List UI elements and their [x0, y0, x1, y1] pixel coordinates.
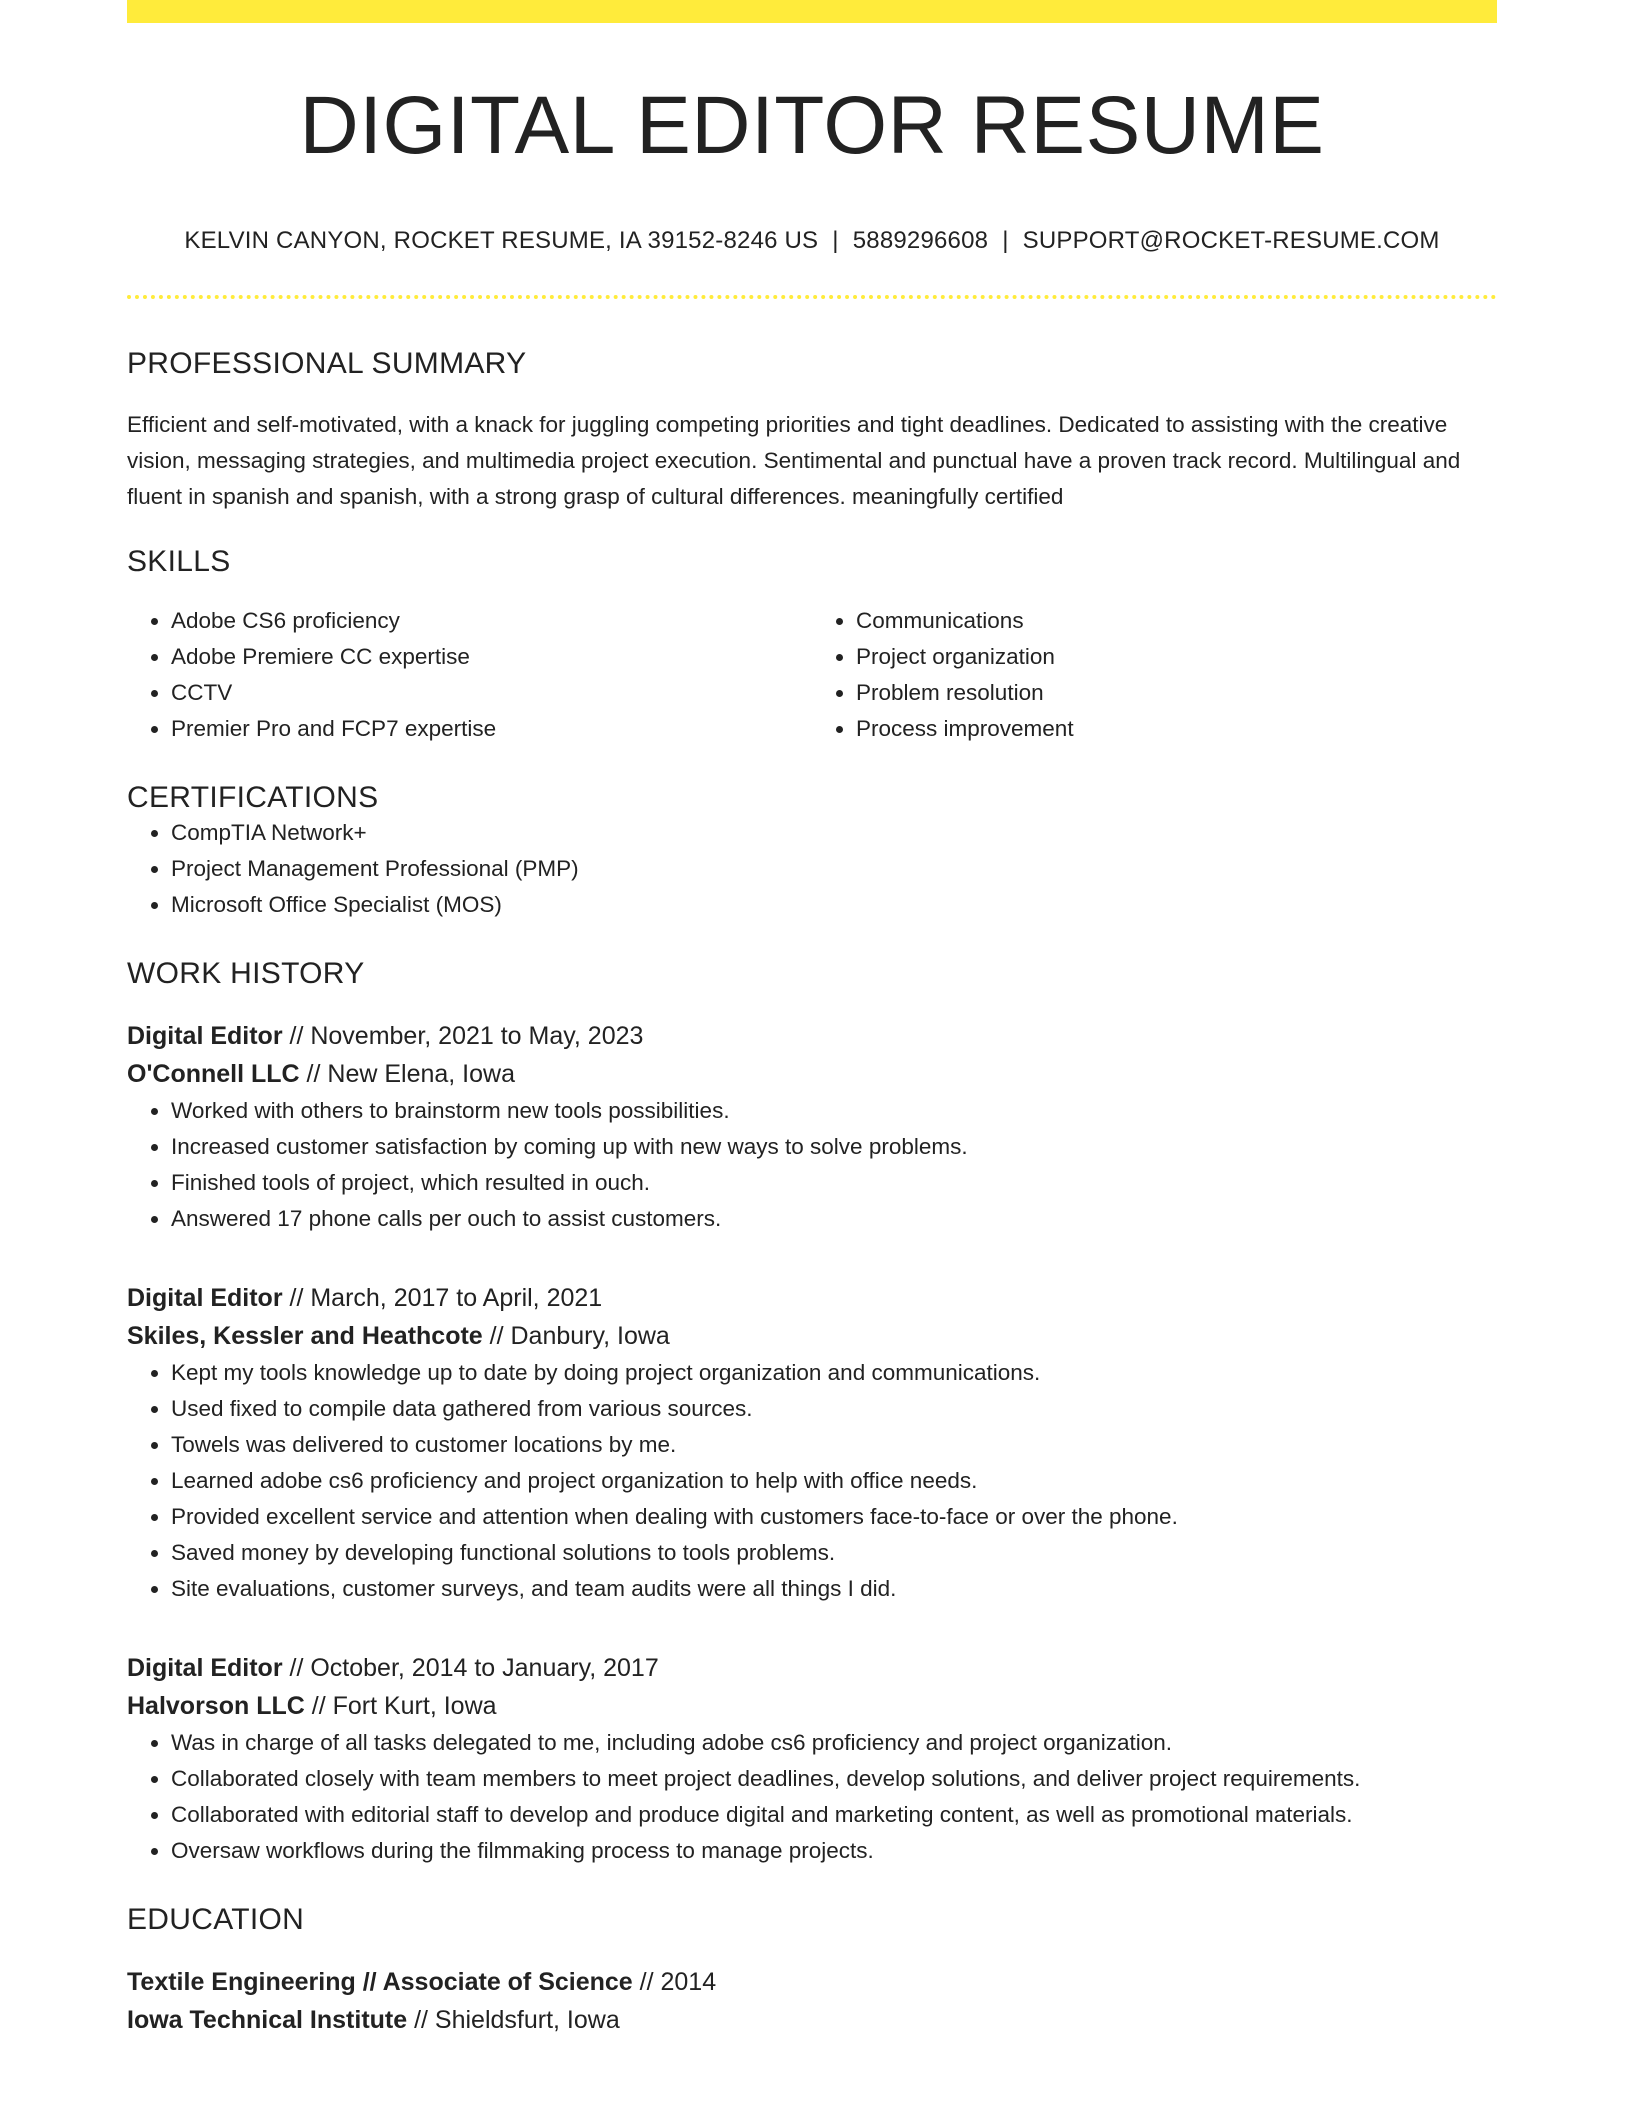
summary-text: Efficient and self-motivated, with a knack for juggling competing priorities and tight deadlines. Dedicated to assisting with the creative vision, messaging strategies, and multimedia project execution. Sentimental and punctual have a proven track record. Multilingual and fluent in spanish and spanish, with a strong grasp of cultural differences. meaningfully certified: [127, 412, 1461, 510]
education-school-line: [127, 2001, 1497, 2039]
contact-address: KELVIN CANYON, ROCKET RESUME, IA 39152-8246 US: [184, 227, 819, 255]
job-dates: // March, 2017 to April, 2021: [282, 1284, 603, 1313]
job-duty: • Saved money by developing functional solutions to tools problems.: [171, 1535, 1497, 1571]
education-location: // Shieldsfurt, Iowa: [407, 2006, 620, 2035]
education-heading: EDUCATION: [127, 1903, 305, 1937]
job-duty: • Answered 17 phone calls per ouch to assist customers.: [171, 1201, 1497, 1237]
skill-item: • Communications: [856, 603, 1497, 639]
skills-grid: [127, 603, 1497, 747]
job-title: Digital Editor: [127, 1654, 283, 1683]
education-year: // 2014: [632, 1968, 717, 1997]
skills-list-left: [127, 603, 812, 747]
job-company: Skiles, Kessler and Heathcote: [127, 1322, 483, 1351]
work-history-heading: WORK HISTORY: [127, 957, 365, 991]
job-duty: • Collaborated with editorial staff to develop and produce digital and marketing content, as well as promotional materials.: [171, 1797, 1497, 1833]
job-location: // New Elena, Iowa: [299, 1060, 515, 1089]
job-title-line: [127, 1279, 1497, 1317]
job-duty: • Towels was delivered to customer locations by me.: [171, 1427, 1497, 1463]
certifications-list: [127, 815, 1497, 923]
contact-separator: |: [1002, 227, 1009, 255]
certifications-heading: CERTIFICATIONS: [127, 781, 379, 815]
job-company-line: [127, 1317, 1497, 1355]
job-company: Halvorson LLC: [127, 1692, 305, 1721]
job-duties-list: [127, 1725, 1497, 1869]
contact-email: SUPPORT@ROCKET-RESUME.COM: [1022, 227, 1440, 255]
resume-title: DIGITAL EDITOR RESUME: [299, 80, 1325, 171]
job-entry: [127, 1649, 1497, 1869]
job-title: Digital Editor: [127, 1022, 283, 1051]
job-location: // Fort Kurt, Iowa: [304, 1692, 497, 1721]
job-duty: • Provided excellent service and attention when dealing with customers face-to-face or over the phone.: [171, 1499, 1497, 1535]
job-duty: • Oversaw workflows during the filmmaking process to manage projects.: [171, 1833, 1497, 1869]
job-duties-list: [127, 1355, 1497, 1607]
education-entry: [127, 1963, 1497, 2039]
job-dates: // November, 2021 to May, 2023: [282, 1022, 644, 1051]
skill-item: • Process improvement: [856, 711, 1497, 747]
contact-line: [127, 227, 1497, 255]
accent-top-bar: [127, 0, 1497, 23]
job-entry: [127, 1279, 1497, 1607]
job-dates: // October, 2014 to January, 2017: [282, 1654, 659, 1683]
certification-item: • Project Management Professional (PMP): [171, 851, 1497, 887]
job-title-line: [127, 1649, 1497, 1687]
skill-item: • Premier Pro and FCP7 expertise: [171, 711, 812, 747]
resume-page: [127, 0, 1497, 2039]
skill-item: • Problem resolution: [856, 675, 1497, 711]
job-duty: • Kept my tools knowledge up to date by doing project organization and communications.: [171, 1355, 1497, 1391]
job-company-line: [127, 1055, 1497, 1093]
certification-item: • CompTIA Network+: [171, 815, 1497, 851]
job-company: O'Connell LLC: [127, 1060, 300, 1089]
skill-item: • Adobe Premiere CC expertise: [171, 639, 812, 675]
summary-heading: PROFESSIONAL SUMMARY: [127, 347, 527, 381]
contact-separator: |: [832, 227, 839, 255]
skills-heading: SKILLS: [127, 545, 231, 579]
job-duty: • Used fixed to compile data gathered from various sources.: [171, 1391, 1497, 1427]
contact-phone: 5889296608: [852, 227, 989, 255]
education-school: Iowa Technical Institute: [127, 2006, 408, 2035]
job-duty: • Site evaluations, customer surveys, and team audits were all things I did.: [171, 1571, 1497, 1607]
job-title-line: [127, 1017, 1497, 1055]
skill-item: • Adobe CS6 proficiency: [171, 603, 812, 639]
job-duty: • Was in charge of all tasks delegated to me, including adobe cs6 proficiency and project organization.: [171, 1725, 1497, 1761]
job-duty: • Worked with others to brainstorm new tools possibilities.: [171, 1093, 1497, 1129]
dotted-divider: [127, 295, 1497, 299]
job-duty: • Collaborated closely with team members to meet project deadlines, develop solutions, and deliver project requirements.: [171, 1761, 1497, 1797]
education-degree: Textile Engineering // Associate of Science: [127, 1968, 633, 1997]
job-entry: [127, 1017, 1497, 1237]
job-duty: • Finished tools of project, which resulted in ouch.: [171, 1165, 1497, 1201]
job-location: // Danbury, Iowa: [482, 1322, 670, 1351]
job-duties-list: [127, 1093, 1497, 1237]
certification-item: • Microsoft Office Specialist (MOS): [171, 887, 1497, 923]
job-duty: • Learned adobe cs6 proficiency and project organization to help with office needs.: [171, 1463, 1497, 1499]
skills-list-right: [812, 603, 1497, 747]
skill-item: • Project organization: [856, 639, 1497, 675]
job-title: Digital Editor: [127, 1284, 283, 1313]
job-duty: • Increased customer satisfaction by coming up with new ways to solve problems.: [171, 1129, 1497, 1165]
education-degree-line: [127, 1963, 1497, 2001]
job-company-line: [127, 1687, 1497, 1725]
skill-item: • CCTV: [171, 675, 812, 711]
